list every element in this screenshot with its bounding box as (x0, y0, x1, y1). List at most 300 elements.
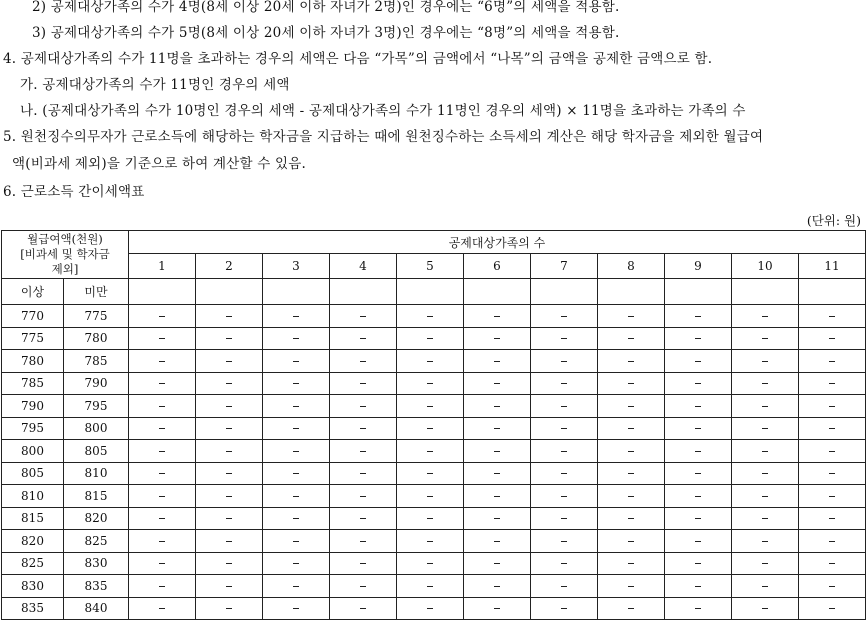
tax-amount-cell (263, 327, 330, 350)
tax-amount-dash (494, 316, 500, 317)
tax-amount-cell (196, 305, 263, 328)
tax-amount-dash (226, 406, 232, 407)
wage-lower-bound: 820 (2, 530, 64, 553)
range-label-empty-cell (598, 279, 665, 305)
table-row (2, 597, 866, 620)
tax-amount-dash (628, 473, 634, 474)
wage-upper-bound: 775 (64, 305, 129, 328)
tax-amount-cell (732, 485, 799, 508)
wage-lower-bound: 800 (2, 440, 64, 463)
tax-amount-dash (829, 338, 835, 339)
tax-amount-dash (628, 608, 634, 609)
tax-amount-dash (494, 586, 500, 587)
tax-amount-dash (159, 541, 165, 542)
tax-amount-cell (397, 462, 464, 485)
tax-amount-cell (330, 327, 397, 350)
tax-amount-cell (397, 485, 464, 508)
tax-amount-dash (226, 496, 232, 497)
tax-amount-dash (762, 338, 768, 339)
tax-amount-dash (695, 473, 701, 474)
tax-amount-cell (531, 417, 598, 440)
family-count-row (2, 254, 866, 279)
tax-amount-cell (330, 305, 397, 328)
table-header-row (2, 231, 866, 254)
tax-amount-dash (628, 428, 634, 429)
tax-amount-cell (129, 350, 196, 373)
tax-amount-cell (799, 462, 866, 485)
tax-amount-cell (263, 417, 330, 440)
tax-amount-dash (427, 563, 433, 564)
tax-amount-dash (494, 608, 500, 609)
tax-amount-dash (360, 428, 366, 429)
tax-amount-cell (665, 350, 732, 373)
tax-amount-dash (494, 518, 500, 519)
tax-amount-cell (464, 507, 531, 530)
tax-amount-dash (628, 541, 634, 542)
tax-amount-cell (129, 305, 196, 328)
tax-amount-dash (293, 383, 299, 384)
tax-amount-cell (330, 530, 397, 553)
tax-amount-cell (531, 327, 598, 350)
tax-amount-cell (397, 440, 464, 463)
tax-amount-dash (695, 383, 701, 384)
tax-amount-dash (494, 428, 500, 429)
tax-amount-cell (598, 417, 665, 440)
tax-amount-cell (397, 327, 464, 350)
tax-amount-cell (598, 597, 665, 620)
tax-amount-cell (263, 530, 330, 553)
tax-amount-dash (360, 586, 366, 587)
wage-upper-bound: 780 (64, 327, 129, 350)
table-row (2, 575, 866, 598)
tax-amount-cell (665, 327, 732, 350)
tax-amount-cell (196, 395, 263, 418)
tax-amount-cell (732, 462, 799, 485)
table-row (2, 305, 866, 328)
tax-amount-dash (226, 473, 232, 474)
tax-amount-dash (762, 383, 768, 384)
family-count-9: 9 (665, 254, 732, 279)
tax-amount-cell (531, 575, 598, 598)
tax-amount-cell (665, 462, 732, 485)
tax-amount-dash (159, 518, 165, 519)
range-label-empty-cell (464, 279, 531, 305)
tax-amount-dash (762, 406, 768, 407)
tax-amount-cell (665, 440, 732, 463)
tax-amount-cell (665, 395, 732, 418)
tax-amount-dash (226, 316, 232, 317)
tax-amount-dash (226, 428, 232, 429)
tax-amount-cell (732, 552, 799, 575)
tax-amount-dash (159, 473, 165, 474)
rule-5-continued: 액(비과세 제외)을 기준으로 하여 계산할 수 있음. (12, 156, 306, 172)
tax-amount-cell (665, 575, 732, 598)
tax-amount-cell (732, 350, 799, 373)
tax-amount-dash (561, 383, 567, 384)
tax-amount-dash (293, 473, 299, 474)
tax-amount-cell (196, 417, 263, 440)
tax-amount-dash (829, 586, 835, 587)
tax-amount-dash (762, 563, 768, 564)
tax-amount-cell (330, 395, 397, 418)
tax-amount-cell (531, 507, 598, 530)
tax-amount-dash (628, 563, 634, 564)
wage-lower-bound: 785 (2, 372, 64, 395)
wage-header-line-3: 제외] (51, 262, 79, 276)
tax-amount-cell (129, 372, 196, 395)
tax-amount-cell (129, 327, 196, 350)
tax-amount-cell (464, 395, 531, 418)
tax-amount-cell (799, 485, 866, 508)
tax-amount-cell (464, 417, 531, 440)
tax-amount-cell (799, 395, 866, 418)
tax-amount-dash (360, 473, 366, 474)
tax-amount-cell (397, 417, 464, 440)
tax-amount-cell (799, 350, 866, 373)
tax-amount-dash (494, 451, 500, 452)
tax-amount-dash (829, 361, 835, 362)
tax-amount-cell (531, 305, 598, 328)
tax-amount-cell (531, 440, 598, 463)
wage-upper-bound: 810 (64, 462, 129, 485)
tax-amount-dash (829, 383, 835, 384)
tax-amount-cell (196, 440, 263, 463)
tax-amount-dash (226, 608, 232, 609)
tax-amount-dash (829, 428, 835, 429)
tax-amount-cell (598, 350, 665, 373)
tax-amount-dash (829, 473, 835, 474)
wage-upper-bound: 820 (64, 507, 129, 530)
wage-upper-bound: 790 (64, 372, 129, 395)
tax-amount-cell (799, 372, 866, 395)
tax-amount-cell (799, 440, 866, 463)
tax-amount-dash (159, 406, 165, 407)
wage-lower-bound: 835 (2, 597, 64, 620)
wage-header-line-1: 월급여액(천원) (27, 232, 103, 246)
tax-amount-dash (293, 428, 299, 429)
tax-amount-cell (799, 597, 866, 620)
tax-amount-cell (598, 462, 665, 485)
wage-lower-bound: 825 (2, 552, 64, 575)
tax-amount-cell (397, 507, 464, 530)
tax-amount-cell (665, 485, 732, 508)
tax-amount-dash (829, 406, 835, 407)
tax-amount-cell (129, 575, 196, 598)
tax-amount-dash (695, 338, 701, 339)
tax-amount-dash (829, 563, 835, 564)
tax-amount-dash (360, 563, 366, 564)
tax-amount-cell (732, 440, 799, 463)
tax-amount-cell (665, 597, 732, 620)
wage-upper-bound: 835 (64, 575, 129, 598)
tax-amount-dash (628, 518, 634, 519)
family-count-6: 6 (464, 254, 531, 279)
tax-amount-dash (159, 383, 165, 384)
table-row (2, 507, 866, 530)
tax-amount-cell (531, 462, 598, 485)
tax-amount-dash (561, 451, 567, 452)
tax-amount-dash (226, 563, 232, 564)
tax-amount-cell (598, 530, 665, 553)
tax-amount-dash (360, 496, 366, 497)
tax-amount-dash (695, 518, 701, 519)
tax-amount-cell (531, 395, 598, 418)
tax-amount-dash (159, 586, 165, 587)
tax-amount-cell (129, 395, 196, 418)
wage-upper-bound: 800 (64, 417, 129, 440)
table-row (2, 530, 866, 553)
tax-amount-cell (129, 552, 196, 575)
note-line-3: 3) 공제대상가족의 수가 5명(8세 이상 20세 이하 자녀가 3명)인 경우에는 “8명”의 세액을 적용함. (32, 25, 620, 41)
wage-upper-bound: 825 (64, 530, 129, 553)
tax-amount-dash (427, 316, 433, 317)
tax-amount-dash (561, 406, 567, 407)
tax-amount-cell (598, 575, 665, 598)
tax-amount-dash (293, 541, 299, 542)
tax-amount-cell (263, 372, 330, 395)
tax-amount-cell (129, 462, 196, 485)
tax-amount-dash (159, 608, 165, 609)
tax-amount-dash (293, 586, 299, 587)
simplified-tax-table (1, 230, 866, 620)
wage-upper-bound: 815 (64, 485, 129, 508)
tax-amount-dash (695, 541, 701, 542)
tax-amount-dash (762, 608, 768, 609)
tax-amount-cell (464, 327, 531, 350)
tax-amount-cell (397, 575, 464, 598)
tax-amount-dash (427, 496, 433, 497)
tax-amount-cell (263, 350, 330, 373)
tax-amount-dash (159, 496, 165, 497)
tax-amount-cell (129, 507, 196, 530)
tax-amount-dash (561, 541, 567, 542)
tax-amount-cell (732, 372, 799, 395)
tax-amount-dash (494, 563, 500, 564)
tax-amount-dash (226, 586, 232, 587)
tax-amount-cell (799, 417, 866, 440)
tax-amount-cell (598, 372, 665, 395)
tax-amount-dash (427, 338, 433, 339)
tax-amount-dash (427, 518, 433, 519)
tax-amount-cell (196, 485, 263, 508)
wage-lower-bound: 805 (2, 462, 64, 485)
tax-amount-cell (330, 507, 397, 530)
tax-amount-dash (494, 338, 500, 339)
tax-amount-dash (829, 316, 835, 317)
tax-amount-dash (226, 338, 232, 339)
tax-amount-cell (330, 350, 397, 373)
tax-amount-dash (829, 518, 835, 519)
tax-amount-dash (628, 361, 634, 362)
tax-amount-cell (263, 485, 330, 508)
tax-amount-cell (531, 485, 598, 508)
range-label-empty-cell (330, 279, 397, 305)
table-row (2, 462, 866, 485)
tax-amount-cell (665, 372, 732, 395)
tax-amount-dash (226, 541, 232, 542)
tax-amount-cell (665, 507, 732, 530)
wage-lower-bound: 815 (2, 507, 64, 530)
family-count-11: 11 (799, 254, 866, 279)
tax-amount-cell (799, 507, 866, 530)
tax-amount-cell (330, 485, 397, 508)
tax-amount-dash (695, 496, 701, 497)
tax-amount-dash (494, 496, 500, 497)
tax-amount-dash (293, 361, 299, 362)
tax-amount-dash (293, 563, 299, 564)
range-label-empty-cell (732, 279, 799, 305)
family-count-3: 3 (263, 254, 330, 279)
tax-amount-dash (695, 361, 701, 362)
section-title: 6. 근로소득 간이세액표 (3, 184, 145, 200)
tax-amount-dash (360, 541, 366, 542)
tax-amount-cell (196, 372, 263, 395)
tax-amount-cell (397, 530, 464, 553)
family-count-7: 7 (531, 254, 598, 279)
tax-amount-dash (427, 361, 433, 362)
note-line-2: 2) 공제대상가족의 수가 4명(8세 이상 20세 이하 자녀가 2명)인 경우에는 “6명”의 세액을 적용함. (32, 0, 620, 15)
family-count-8: 8 (598, 254, 665, 279)
table-row (2, 372, 866, 395)
wage-lower-bound: 780 (2, 350, 64, 373)
tax-amount-cell (464, 305, 531, 328)
family-count-1: 1 (129, 254, 196, 279)
tax-amount-dash (293, 451, 299, 452)
table-row (2, 485, 866, 508)
tax-amount-cell (397, 597, 464, 620)
tax-amount-cell (196, 530, 263, 553)
tax-amount-dash (293, 338, 299, 339)
tax-amount-cell (799, 305, 866, 328)
tax-amount-cell (330, 552, 397, 575)
tax-amount-dash (829, 541, 835, 542)
tax-amount-cell (129, 417, 196, 440)
tax-amount-cell (665, 305, 732, 328)
tax-amount-dash (427, 473, 433, 474)
tax-amount-cell (531, 350, 598, 373)
tax-amount-dash (427, 541, 433, 542)
tax-amount-cell (330, 417, 397, 440)
tax-amount-cell (330, 372, 397, 395)
wage-lower-bound: 770 (2, 305, 64, 328)
wage-upper-bound: 840 (64, 597, 129, 620)
tax-amount-cell (330, 575, 397, 598)
tax-amount-dash (561, 338, 567, 339)
tax-amount-dash (360, 383, 366, 384)
tax-amount-dash (561, 361, 567, 362)
range-label-empty-cell (129, 279, 196, 305)
tax-amount-cell (464, 597, 531, 620)
tax-amount-dash (561, 563, 567, 564)
tax-amount-dash (159, 316, 165, 317)
tax-amount-dash (159, 428, 165, 429)
tax-amount-cell (732, 530, 799, 553)
tax-amount-cell (598, 485, 665, 508)
tax-amount-cell (531, 372, 598, 395)
table-row (2, 327, 866, 350)
tax-amount-cell (464, 575, 531, 598)
tax-amount-cell (732, 417, 799, 440)
table-row (2, 350, 866, 373)
tax-amount-cell (263, 575, 330, 598)
tax-amount-cell (531, 530, 598, 553)
tax-amount-cell (129, 530, 196, 553)
wage-lower-bound: 775 (2, 327, 64, 350)
unit-label: (단위: 원) (806, 213, 861, 228)
range-label-empty-cell (397, 279, 464, 305)
wage-lower-bound: 830 (2, 575, 64, 598)
tax-amount-cell (464, 440, 531, 463)
tax-amount-dash (226, 361, 232, 362)
tax-amount-cell (196, 575, 263, 598)
tax-amount-cell (598, 507, 665, 530)
table-row (2, 440, 866, 463)
tax-amount-dash (360, 406, 366, 407)
tax-amount-dash (226, 451, 232, 452)
wage-upper-bound: 830 (64, 552, 129, 575)
tax-amount-dash (561, 586, 567, 587)
tax-amount-dash (427, 586, 433, 587)
tax-amount-dash (695, 608, 701, 609)
range-label-empty-cell (665, 279, 732, 305)
tax-amount-dash (159, 361, 165, 362)
tax-amount-dash (293, 608, 299, 609)
tax-amount-cell (397, 350, 464, 373)
tax-amount-dash (360, 361, 366, 362)
tax-amount-cell (732, 575, 799, 598)
range-label-empty-cell (196, 279, 263, 305)
tax-amount-dash (561, 518, 567, 519)
wage-header-line-2: [비과세 및 학자금 (20, 247, 110, 261)
tax-amount-dash (360, 338, 366, 339)
rule-5: 5. 원천징수의무자가 근로소득에 해당하는 학자금을 지급하는 때에 원천징수하는 소득세의 계산은 해당 학자금을 제외한 월급여 (3, 129, 764, 145)
tax-amount-cell (263, 440, 330, 463)
tax-amount-cell (397, 305, 464, 328)
wage-header (2, 231, 129, 279)
tax-amount-dash (695, 316, 701, 317)
wage-upper-bound: 795 (64, 395, 129, 418)
family-count-2: 2 (196, 254, 263, 279)
tax-amount-cell (464, 530, 531, 553)
tax-amount-dash (494, 361, 500, 362)
range-label-empty-cell (531, 279, 598, 305)
tax-amount-dash (561, 316, 567, 317)
lower-bound-header: 이상 (2, 279, 64, 305)
tax-amount-cell (263, 552, 330, 575)
tax-amount-cell (732, 305, 799, 328)
tax-amount-dash (360, 316, 366, 317)
table-row (2, 552, 866, 575)
tax-amount-cell (799, 575, 866, 598)
tax-amount-dash (628, 451, 634, 452)
tax-amount-dash (293, 316, 299, 317)
tax-amount-cell (263, 305, 330, 328)
tax-amount-dash (293, 518, 299, 519)
tax-amount-cell (464, 462, 531, 485)
tax-amount-dash (762, 473, 768, 474)
tax-amount-cell (732, 507, 799, 530)
rule-4-item-a: 가. 공제대상가족의 수가 11명인 경우의 세액 (20, 77, 290, 93)
tax-amount-cell (263, 395, 330, 418)
upper-bound-header: 미만 (64, 279, 129, 305)
range-label-empty-cell (799, 279, 866, 305)
tax-amount-dash (762, 451, 768, 452)
tax-amount-dash (695, 451, 701, 452)
tax-amount-dash (695, 586, 701, 587)
tax-amount-cell (464, 552, 531, 575)
tax-amount-dash (494, 473, 500, 474)
family-count-5: 5 (397, 254, 464, 279)
